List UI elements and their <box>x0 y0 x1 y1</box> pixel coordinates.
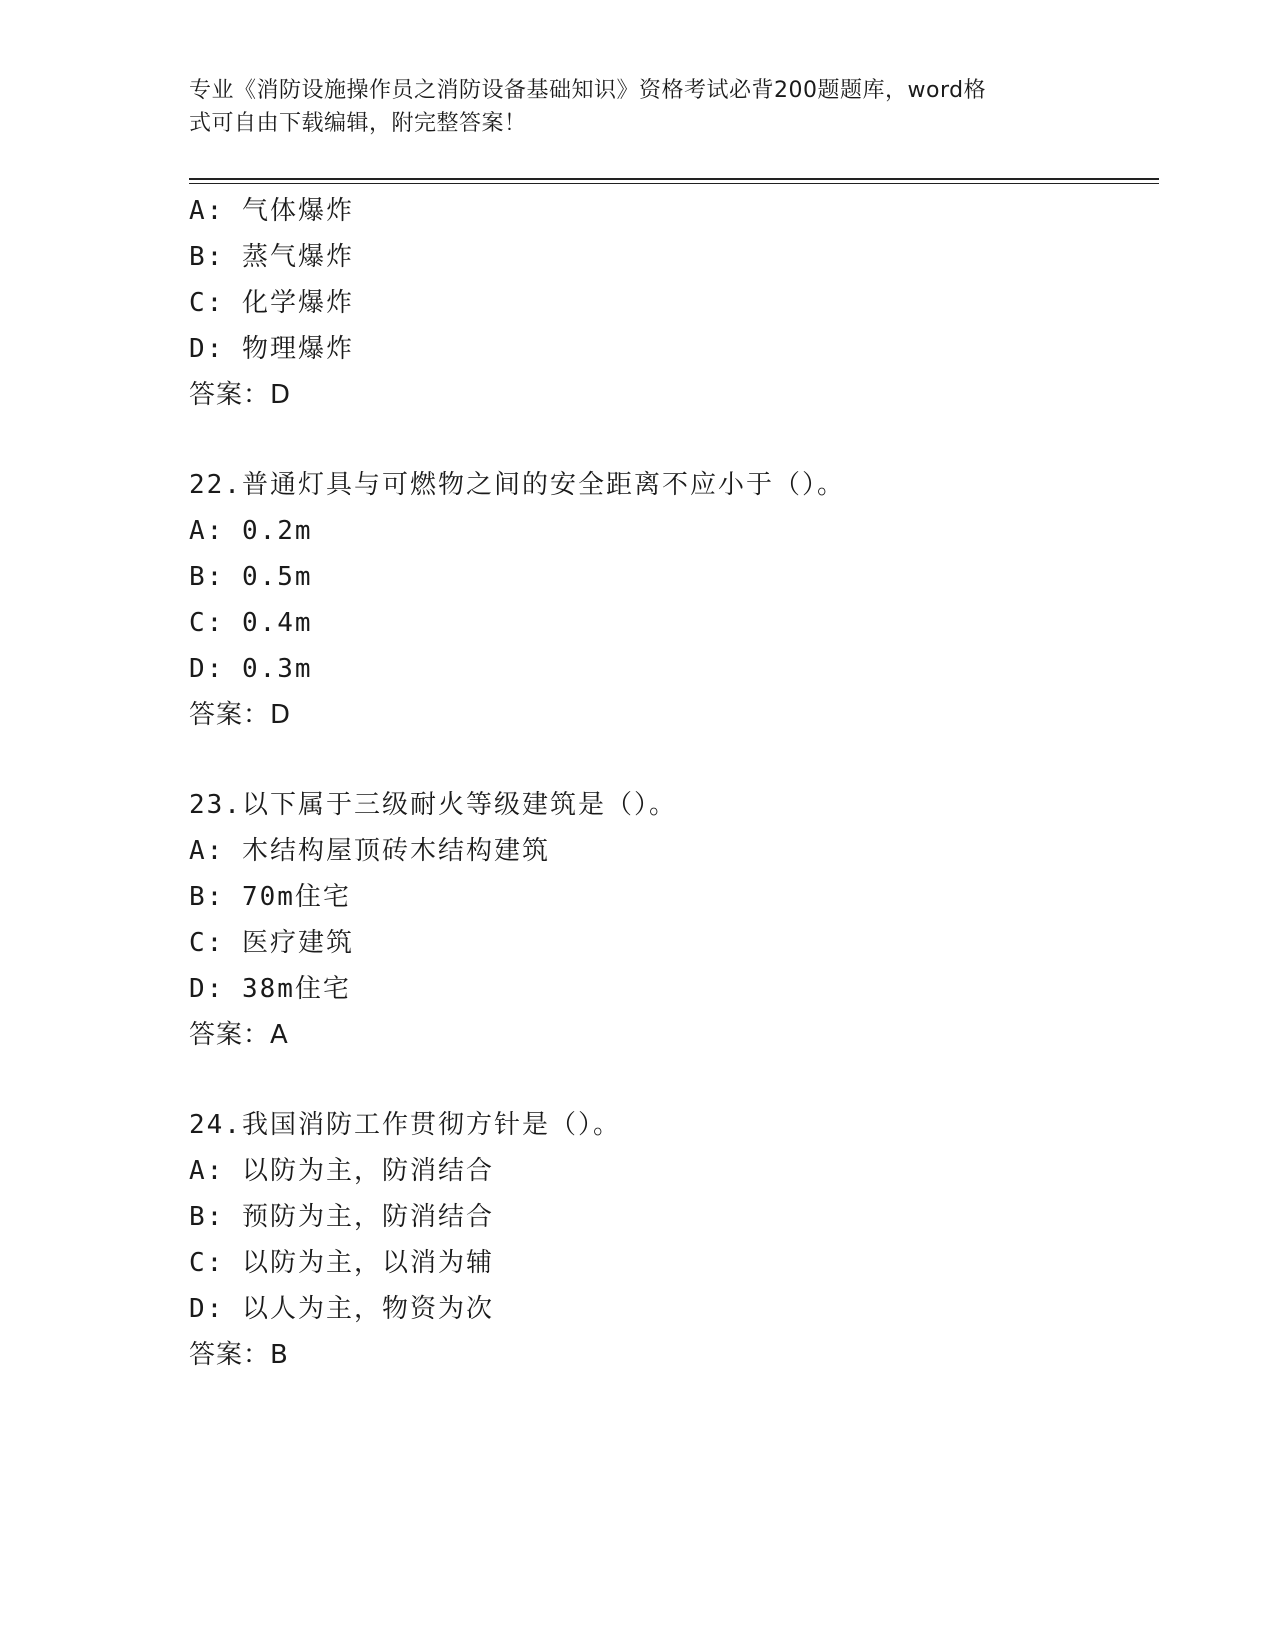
header-divider-thick <box>189 178 1159 180</box>
option-b: B: 0.5m <box>189 562 313 592</box>
question-23 <box>189 782 1149 1058</box>
question-list <box>189 188 1149 1378</box>
question-22 <box>189 462 1149 738</box>
question-21 <box>189 188 1149 418</box>
question-24 <box>189 1102 1149 1378</box>
option-b: B: 蒸气爆炸 <box>189 242 354 272</box>
option-b: B: 70m住宅 <box>189 882 351 912</box>
answer: 答案：B <box>189 1340 289 1370</box>
document-header <box>189 74 1069 140</box>
question-text: 23.以下属于三级耐火等级建筑是（）。 <box>189 790 677 820</box>
header-line-1: 专业《消防设施操作员之消防设备基础知识》资格考试必背200题题库，word格 <box>189 78 987 103</box>
option-a: A: 气体爆炸 <box>189 196 354 226</box>
option-b: B: 预防为主，防消结合 <box>189 1202 494 1232</box>
option-d: D: 物理爆炸 <box>189 334 354 364</box>
option-a: A: 以防为主，防消结合 <box>189 1156 494 1186</box>
question-text: 24.我国消防工作贯彻方针是（）。 <box>189 1110 621 1140</box>
answer: 答案：D <box>189 700 292 730</box>
answer: 答案：A <box>189 1020 289 1050</box>
option-c: C: 0.4m <box>189 608 313 638</box>
answer: 答案：D <box>189 380 292 410</box>
option-c: C: 医疗建筑 <box>189 928 354 958</box>
option-c: C: 以防为主，以消为辅 <box>189 1248 494 1278</box>
question-text: 22.普通灯具与可燃物之间的安全距离不应小于（）。 <box>189 470 845 500</box>
option-c: C: 化学爆炸 <box>189 288 354 318</box>
option-d: D: 0.3m <box>189 654 313 684</box>
option-a: A: 木结构屋顶砖木结构建筑 <box>189 836 550 866</box>
option-d: D: 以人为主，物资为次 <box>189 1294 494 1324</box>
option-d: D: 38m住宅 <box>189 974 351 1004</box>
header-line-2: 式可自由下载编辑，附完整答案！ <box>189 111 527 136</box>
option-a: A: 0.2m <box>189 516 313 546</box>
header-divider-thin <box>189 183 1159 184</box>
